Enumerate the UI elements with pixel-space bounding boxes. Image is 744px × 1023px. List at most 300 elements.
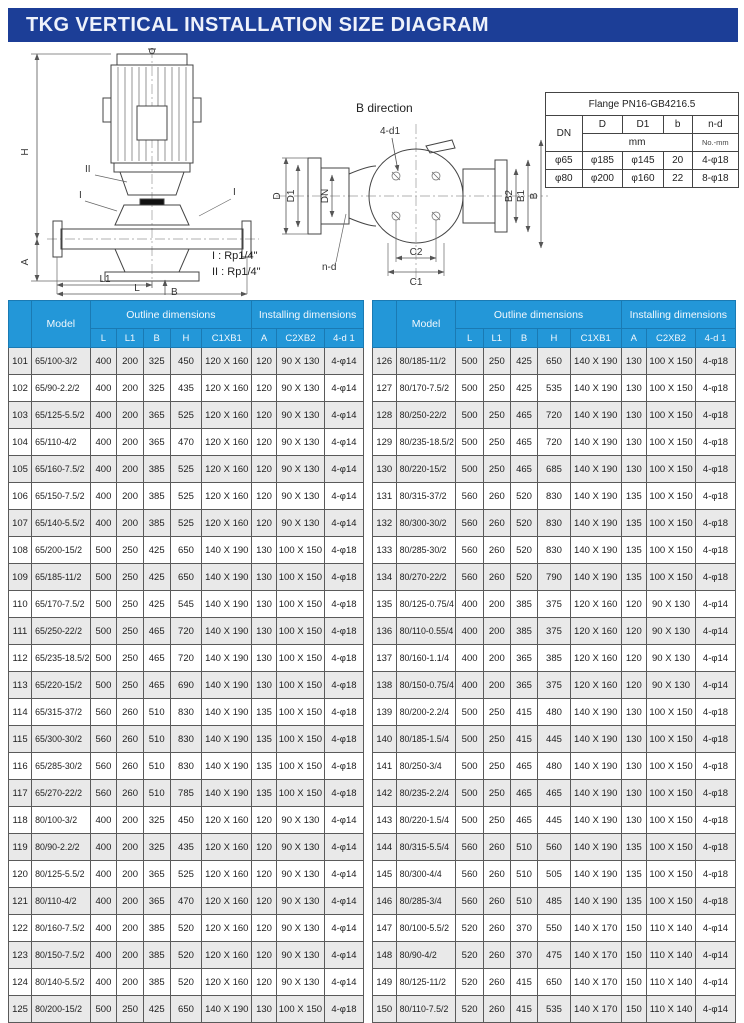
value-cell: 120 <box>252 429 277 456</box>
value-cell: 560 <box>90 726 117 753</box>
table-row <box>373 483 736 510</box>
value-cell: 200 <box>117 429 144 456</box>
value-cell: 4-φ18 <box>324 780 363 807</box>
value-cell: 120 <box>621 618 646 645</box>
value-cell: 400 <box>90 429 117 456</box>
table-row <box>373 348 736 375</box>
table-row <box>9 348 364 375</box>
value-cell: 140 X 190 <box>570 834 621 861</box>
value-cell: 400 <box>456 618 483 645</box>
row-number: 125 <box>9 996 32 1023</box>
model-cell: 80/285-3/4 <box>396 888 456 915</box>
value-cell: 200 <box>117 942 144 969</box>
dim-label-b1: B1 <box>516 189 527 203</box>
col-header-l: L <box>456 329 483 348</box>
value-cell: 130 <box>252 537 277 564</box>
value-cell: 200 <box>117 969 144 996</box>
value-cell: 135 <box>621 834 646 861</box>
value-cell: 470 <box>170 429 202 456</box>
value-cell: 500 <box>456 402 483 429</box>
col-header-b: B <box>510 329 537 348</box>
value-cell: 100 X 150 <box>276 645 324 672</box>
table-row <box>546 152 739 170</box>
value-cell: 425 <box>143 996 170 1023</box>
model-cell: 65/140-5.5/2 <box>32 510 91 537</box>
table-row <box>9 942 364 969</box>
value-cell: 370 <box>510 942 537 969</box>
value-cell: 465 <box>143 672 170 699</box>
value-cell: 325 <box>143 807 170 834</box>
flange-col-d1: D1 <box>623 116 664 134</box>
value-cell: 500 <box>90 564 117 591</box>
value-cell: 250 <box>117 564 144 591</box>
value-cell: 4-φ18 <box>696 402 736 429</box>
value-cell: 120 X 160 <box>202 483 252 510</box>
value-cell: 4-φ14 <box>324 888 363 915</box>
model-cell: 80/235-2.2/4 <box>396 780 456 807</box>
col-header-4d1: 4-d 1 <box>696 329 736 348</box>
value-cell: 830 <box>170 699 202 726</box>
value-cell: 560 <box>90 699 117 726</box>
value-cell: 465 <box>538 780 571 807</box>
row-number: 142 <box>373 780 397 807</box>
flange-col-d: D <box>582 116 623 134</box>
value-cell: 4-φ14 <box>324 915 363 942</box>
row-number: 145 <box>373 861 397 888</box>
value-cell: φ200 <box>582 170 623 188</box>
value-cell: 4-φ18 <box>696 861 736 888</box>
value-cell: 135 <box>252 726 277 753</box>
value-cell: 90 X 130 <box>276 510 324 537</box>
model-col-header: Model <box>396 301 456 348</box>
index-col-header <box>373 301 397 348</box>
value-cell: 250 <box>483 429 510 456</box>
row-number: 140 <box>373 726 397 753</box>
value-cell: 140 X 190 <box>202 753 252 780</box>
value-cell: 520 <box>456 969 483 996</box>
model-cell: 65/170-7.5/2 <box>32 591 91 618</box>
value-cell: 135 <box>621 861 646 888</box>
value-cell: 200 <box>117 834 144 861</box>
value-cell: 100 X 150 <box>647 564 696 591</box>
value-cell: 90 X 130 <box>276 483 324 510</box>
value-cell: 400 <box>90 375 117 402</box>
table-row <box>546 170 739 188</box>
row-number: 133 <box>373 537 397 564</box>
dimension-table-left <box>8 300 364 1023</box>
value-cell: 4-φ14 <box>696 942 736 969</box>
row-number: 131 <box>373 483 397 510</box>
value-cell: 100 X 150 <box>647 429 696 456</box>
col-header-h: H <box>538 329 571 348</box>
value-cell: 500 <box>456 348 483 375</box>
table-row <box>9 375 364 402</box>
value-cell: 90 X 130 <box>647 618 696 645</box>
value-cell: 520 <box>170 915 202 942</box>
value-cell: 100 X 150 <box>647 402 696 429</box>
value-cell: 120 X 160 <box>202 861 252 888</box>
value-cell: 250 <box>117 618 144 645</box>
value-cell: 450 <box>170 348 202 375</box>
row-number: 103 <box>9 402 32 429</box>
col-header-l1: L1 <box>117 329 144 348</box>
table-row <box>9 780 364 807</box>
dim-label-a: A <box>20 258 31 266</box>
col-header-a: A <box>252 329 277 348</box>
value-cell: 250 <box>117 591 144 618</box>
value-cell: 250 <box>483 402 510 429</box>
value-cell: 400 <box>90 456 117 483</box>
outline-group-header: Outline dimensions <box>456 301 621 329</box>
installing-group-header: Installing dimensions <box>621 301 735 329</box>
value-cell: 140 X 190 <box>202 564 252 591</box>
value-cell: 140 X 190 <box>202 699 252 726</box>
value-cell: 100 X 150 <box>647 483 696 510</box>
value-cell: 560 <box>456 510 483 537</box>
value-cell: 425 <box>143 564 170 591</box>
value-cell: 90 X 130 <box>276 861 324 888</box>
value-cell: 260 <box>483 942 510 969</box>
value-cell: 4-φ18 <box>696 375 736 402</box>
col-header-c1xb1: C1XB1 <box>570 329 621 348</box>
value-cell: 400 <box>456 672 483 699</box>
value-cell: 200 <box>483 672 510 699</box>
model-cell: 80/270-22/2 <box>396 564 456 591</box>
value-cell: 120 <box>252 456 277 483</box>
value-cell: 560 <box>456 888 483 915</box>
value-cell: 130 <box>621 780 646 807</box>
value-cell: 100 X 150 <box>647 753 696 780</box>
value-cell: 4-φ14 <box>696 969 736 996</box>
value-cell: 130 <box>621 402 646 429</box>
value-cell: 260 <box>483 861 510 888</box>
value-cell: 525 <box>170 456 202 483</box>
value-cell: 140 X 190 <box>202 780 252 807</box>
value-cell: 120 <box>252 510 277 537</box>
value-cell: 720 <box>170 618 202 645</box>
value-cell: 465 <box>143 618 170 645</box>
value-cell: 120 X 160 <box>202 510 252 537</box>
value-cell: 500 <box>456 429 483 456</box>
value-cell: 250 <box>117 537 144 564</box>
model-cell: 80/100-5.5/2 <box>396 915 456 942</box>
value-cell: 100 X 150 <box>647 699 696 726</box>
table-row <box>373 969 736 996</box>
value-cell: 365 <box>143 888 170 915</box>
value-cell: 4-φ18 <box>696 753 736 780</box>
value-cell: 485 <box>538 888 571 915</box>
value-cell: 4-φ18 <box>696 726 736 753</box>
b-direction-drawing <box>256 96 548 292</box>
value-cell: 400 <box>90 402 117 429</box>
value-cell: 260 <box>117 726 144 753</box>
row-number: 107 <box>9 510 32 537</box>
value-cell: 120 <box>621 591 646 618</box>
model-cell: 80/315-5.5/4 <box>396 834 456 861</box>
model-cell: 65/250-22/2 <box>32 618 91 645</box>
value-cell: 135 <box>621 537 646 564</box>
value-cell: 4-φ18 <box>696 834 736 861</box>
installing-group-header: Installing dimensions <box>252 301 364 329</box>
value-cell: 120 X 160 <box>202 942 252 969</box>
value-cell: 520 <box>456 915 483 942</box>
value-cell: 325 <box>143 348 170 375</box>
value-cell: 250 <box>483 753 510 780</box>
row-number: 115 <box>9 726 32 753</box>
value-cell: 130 <box>621 807 646 834</box>
value-cell: 4-φ14 <box>696 591 736 618</box>
value-cell: φ185 <box>582 152 623 170</box>
row-number: 139 <box>373 699 397 726</box>
value-cell: 100 X 150 <box>647 780 696 807</box>
value-cell: 250 <box>117 672 144 699</box>
row-number: 106 <box>9 483 32 510</box>
value-cell: 365 <box>510 645 537 672</box>
table-row <box>9 645 364 672</box>
value-cell: 135 <box>621 483 646 510</box>
value-cell: 130 <box>621 726 646 753</box>
row-number: 124 <box>9 969 32 996</box>
value-cell: 150 <box>621 942 646 969</box>
value-cell: 560 <box>90 780 117 807</box>
model-cell: 80/110-0.55/4 <box>396 618 456 645</box>
value-cell: 4-φ14 <box>696 996 736 1023</box>
value-cell: 140 X 190 <box>570 537 621 564</box>
model-cell: 65/110-4/2 <box>32 429 91 456</box>
value-cell: 140 X 190 <box>570 375 621 402</box>
model-cell: 65/315-37/2 <box>32 699 91 726</box>
value-cell: 375 <box>538 591 571 618</box>
value-cell: 90 X 130 <box>276 942 324 969</box>
value-cell: 4-φ18 <box>696 537 736 564</box>
value-cell: 400 <box>456 645 483 672</box>
dim-label-d1: D1 <box>286 189 297 203</box>
value-cell: 685 <box>538 456 571 483</box>
table-row <box>9 807 364 834</box>
model-cell: 80/90-4/2 <box>396 942 456 969</box>
value-cell: 110 X 140 <box>647 996 696 1023</box>
value-cell: 140 X 190 <box>202 996 252 1023</box>
row-number: 132 <box>373 510 397 537</box>
value-cell: 325 <box>143 834 170 861</box>
value-cell: 500 <box>90 672 117 699</box>
value-cell: 120 X 160 <box>202 834 252 861</box>
value-cell: 425 <box>143 591 170 618</box>
value-cell: 400 <box>90 834 117 861</box>
b-direction-title: B direction <box>356 101 413 115</box>
value-cell: 4-φ14 <box>324 510 363 537</box>
value-cell: 130 <box>252 672 277 699</box>
value-cell: 4-φ18 <box>324 564 363 591</box>
row-number: 105 <box>9 456 32 483</box>
value-cell: 4-φ14 <box>324 861 363 888</box>
note-line-1: I : Rp1/4" <box>212 250 258 262</box>
value-cell: 100 X 150 <box>276 699 324 726</box>
dimension-table-right <box>372 300 736 1023</box>
value-cell: 200 <box>483 618 510 645</box>
model-cell: 80/170-7.5/2 <box>396 375 456 402</box>
value-cell: 4-φ14 <box>696 672 736 699</box>
value-cell: 90 X 130 <box>276 456 324 483</box>
value-cell: 520 <box>170 942 202 969</box>
row-number: 141 <box>373 753 397 780</box>
value-cell: 425 <box>510 375 537 402</box>
table-row <box>9 618 364 645</box>
value-cell: 830 <box>538 537 571 564</box>
value-cell: 445 <box>538 726 571 753</box>
value-cell: 400 <box>90 510 117 537</box>
value-cell: 260 <box>117 753 144 780</box>
value-cell: 525 <box>170 510 202 537</box>
value-cell: 4-φ14 <box>324 942 363 969</box>
value-cell: 130 <box>621 348 646 375</box>
value-cell: 445 <box>538 807 571 834</box>
value-cell: 130 <box>621 456 646 483</box>
value-cell: 120 X 160 <box>202 888 252 915</box>
model-cell: 65/220-15/2 <box>32 672 91 699</box>
nd-callout-label: n-d <box>322 262 337 273</box>
value-cell: 830 <box>170 726 202 753</box>
value-cell: 100 X 150 <box>647 888 696 915</box>
value-cell: 140 X 170 <box>570 996 621 1023</box>
table-row <box>9 456 364 483</box>
model-cell: 80/110-4/2 <box>32 888 91 915</box>
value-cell: 520 <box>510 510 537 537</box>
value-cell: 525 <box>170 483 202 510</box>
value-cell: 100 X 150 <box>647 537 696 564</box>
value-cell: 520 <box>170 969 202 996</box>
value-cell: 415 <box>510 699 537 726</box>
value-cell: 250 <box>117 996 144 1023</box>
table-row <box>9 537 364 564</box>
value-cell: 400 <box>90 969 117 996</box>
value-cell: 260 <box>483 888 510 915</box>
table-row <box>373 699 736 726</box>
table-row <box>373 564 736 591</box>
dim-label-c1: C1 <box>409 277 423 288</box>
value-cell: 650 <box>538 969 571 996</box>
value-cell: 385 <box>143 969 170 996</box>
model-cell: 65/100-3/2 <box>32 348 91 375</box>
value-cell: 4-φ18 <box>324 591 363 618</box>
value-cell: 400 <box>90 483 117 510</box>
value-cell: 100 X 150 <box>276 564 324 591</box>
table-row <box>9 753 364 780</box>
value-cell: 100 X 150 <box>647 807 696 834</box>
row-number: 143 <box>373 807 397 834</box>
col-header-c1xb1: C1XB1 <box>202 329 252 348</box>
value-cell: 100 X 150 <box>647 834 696 861</box>
table-row <box>373 402 736 429</box>
value-cell: 500 <box>456 807 483 834</box>
row-number: 112 <box>9 645 32 672</box>
value-cell: 365 <box>510 672 537 699</box>
model-cell: 65/160-7.5/2 <box>32 456 91 483</box>
value-cell: 100 X 150 <box>276 618 324 645</box>
table-row <box>9 861 364 888</box>
model-cell: 80/125-0.75/4 <box>396 591 456 618</box>
value-cell: 500 <box>456 726 483 753</box>
model-cell: 65/150-7.5/2 <box>32 483 91 510</box>
model-cell: 80/315-37/2 <box>396 483 456 510</box>
value-cell: 500 <box>90 591 117 618</box>
value-cell: 525 <box>170 402 202 429</box>
value-cell: 140 X 170 <box>570 942 621 969</box>
value-cell: 140 X 190 <box>570 699 621 726</box>
value-cell: 135 <box>621 888 646 915</box>
table-row <box>373 456 736 483</box>
value-cell: 4-φ14 <box>324 348 363 375</box>
table-row <box>9 402 364 429</box>
value-cell: 720 <box>170 645 202 672</box>
value-cell: 400 <box>90 807 117 834</box>
value-cell: 150 <box>621 996 646 1023</box>
value-cell: 260 <box>117 699 144 726</box>
value-cell: 260 <box>483 510 510 537</box>
value-cell: 4-φ18 <box>324 726 363 753</box>
value-cell: 200 <box>117 456 144 483</box>
row-number: 117 <box>9 780 32 807</box>
table-row <box>9 564 364 591</box>
model-cell: 80/200-15/2 <box>32 996 91 1023</box>
row-number: 136 <box>373 618 397 645</box>
value-cell: 22 <box>663 170 692 188</box>
value-cell: 140 X 190 <box>570 753 621 780</box>
value-cell: 250 <box>483 348 510 375</box>
value-cell: 130 <box>621 699 646 726</box>
value-cell: 140 X 190 <box>202 645 252 672</box>
value-cell: 510 <box>143 726 170 753</box>
value-cell: 200 <box>117 348 144 375</box>
value-cell: 535 <box>538 996 571 1023</box>
table-row <box>373 618 736 645</box>
value-cell: 120 <box>252 888 277 915</box>
value-cell: 120 <box>252 915 277 942</box>
value-cell: 140 X 190 <box>570 429 621 456</box>
model-cell: 65/125-5.5/2 <box>32 402 91 429</box>
dim-label-b2: B2 <box>504 189 515 203</box>
value-cell: 100 X 150 <box>647 510 696 537</box>
value-cell: 200 <box>117 807 144 834</box>
value-cell: 650 <box>538 348 571 375</box>
value-cell: 465 <box>510 807 537 834</box>
model-cell: 65/200-15/2 <box>32 537 91 564</box>
dim-label-h: H <box>20 148 31 156</box>
value-cell: 690 <box>170 672 202 699</box>
value-cell: 250 <box>483 726 510 753</box>
value-cell: 90 X 130 <box>276 888 324 915</box>
value-cell: 785 <box>170 780 202 807</box>
port-label-i-right: I <box>233 187 236 198</box>
col-header-4d1: 4-d 1 <box>324 329 363 348</box>
table-row <box>9 888 364 915</box>
table-row <box>9 915 364 942</box>
value-cell: 560 <box>538 834 571 861</box>
value-cell: 120 X 160 <box>202 915 252 942</box>
table-row <box>373 834 736 861</box>
flange-unit-no-mm: No.-mm <box>692 134 738 152</box>
value-cell: 365 <box>143 861 170 888</box>
value-cell: 140 X 190 <box>570 348 621 375</box>
table-row <box>373 429 736 456</box>
value-cell: 535 <box>538 375 571 402</box>
value-cell: 500 <box>90 537 117 564</box>
value-cell: 260 <box>483 537 510 564</box>
value-cell: 120 <box>252 807 277 834</box>
outline-group-header: Outline dimensions <box>90 301 252 329</box>
value-cell: 250 <box>483 699 510 726</box>
value-cell: 140 X 170 <box>570 915 621 942</box>
